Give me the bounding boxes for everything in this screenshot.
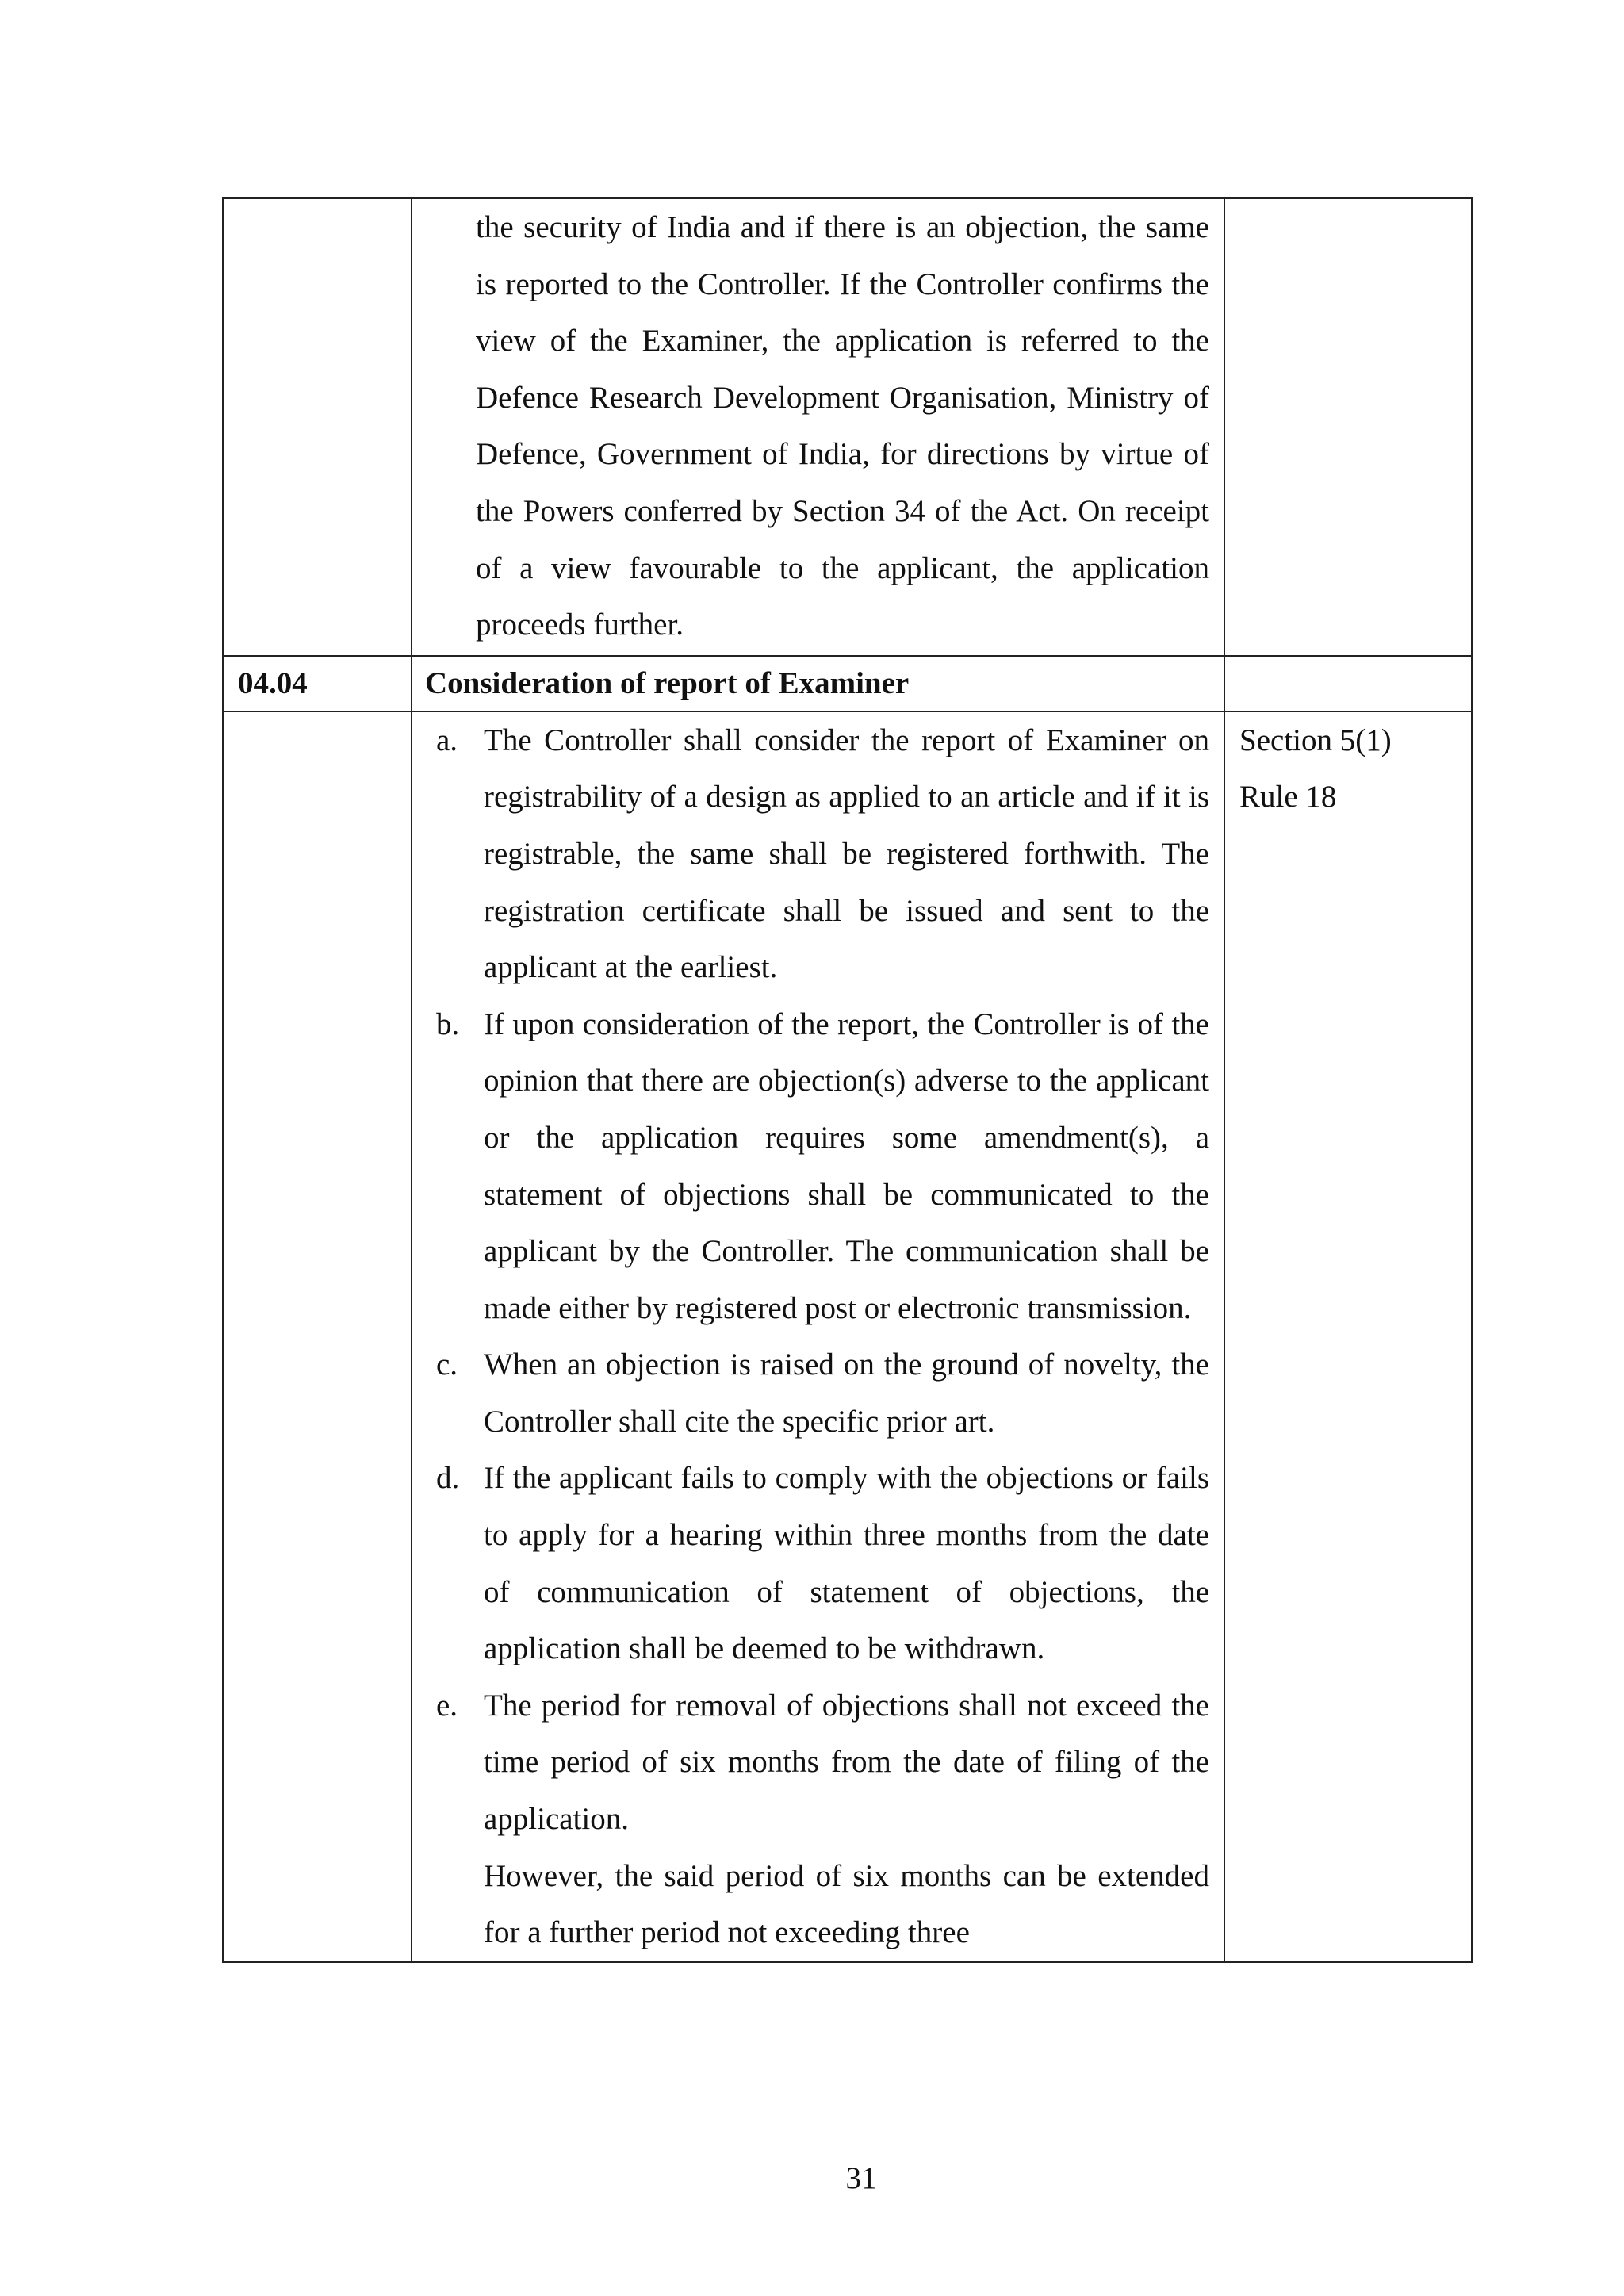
body-content-cell [412, 711, 1224, 1962]
item-text: If upon consideration of the report, the Controller is of the opinion that there are objection(s) adverse to the applicant or the application requires some amendment(s), a statement of objections shall be communicated to the applicant by the Controller. The communication shall be made either by registered post or electronic transmission. [484, 1006, 1209, 1325]
content-cell [412, 198, 1224, 656]
manual-table [222, 197, 1473, 1963]
item-marker: d. [436, 1461, 460, 1496]
list-item [436, 1677, 1209, 1848]
table-row-continuation [223, 198, 1472, 656]
list-item [436, 1336, 1209, 1450]
item-text: The period for removal of objections shall not exceed the time period of six months from the date of filing of the application. [484, 1688, 1209, 1837]
body-number-cell-empty [223, 711, 412, 1962]
item-marker: c. [436, 1347, 458, 1382]
section-title: Consideration of report of Examiner [425, 665, 910, 700]
heading-reference-cell-empty [1224, 656, 1472, 711]
table-row-section-body [223, 711, 1472, 1962]
item-marker: b. [436, 1006, 460, 1041]
reference-cell-empty [1224, 198, 1472, 656]
list-item [436, 996, 1209, 1337]
body-reference-cell [1224, 711, 1472, 1962]
item-list [412, 712, 1224, 1961]
reference-list [1225, 712, 1471, 826]
item-text: When an objection is raised on the ground of novelty, the Controller shall cite the specific prior art. [484, 1347, 1209, 1439]
reference-rule: Rule 18 [1239, 780, 1337, 815]
extra-paragraph: However, the said period of six months can be extended for a further period not exceeding three [484, 1858, 1209, 1950]
list-item [436, 712, 1209, 996]
section-number: 04.04 [238, 665, 308, 700]
list-item [436, 1450, 1209, 1677]
section-title-cell [412, 656, 1224, 711]
number-cell-empty [223, 198, 412, 656]
item-marker: e. [436, 1688, 458, 1723]
reference-section: Section 5(1) [1239, 723, 1392, 757]
section-number-cell [223, 656, 412, 711]
item-marker: a. [436, 723, 458, 757]
page-number: 31 [845, 2161, 877, 2195]
table-row-section-heading [223, 656, 1472, 711]
item-text: If the applicant fails to comply with the objections or fails to apply for a hearing within three months from the date of communication of statement of objections, the application shall be deemed to be withdrawn. [484, 1461, 1209, 1666]
continuation-paragraph: the security of India and if there is an objection, the same is reported to the Controller. If the Controller confirms the view of the Examiner, the application is referred to the Defence Research Development Organisation, Ministry of Defence, Government of India, for directions by virtue of the Powers conferred by Section 34 of the Act. On receipt of a view favourable to the applicant, the application proceeds further. [476, 210, 1209, 642]
item-text: The Controller shall consider the report of Examiner on registrability of a design as applied to an article and if it is registrable, the same shall be registered forthwith. The registration certificate shall be issued and sent to the applicant at the earliest. [484, 723, 1209, 985]
